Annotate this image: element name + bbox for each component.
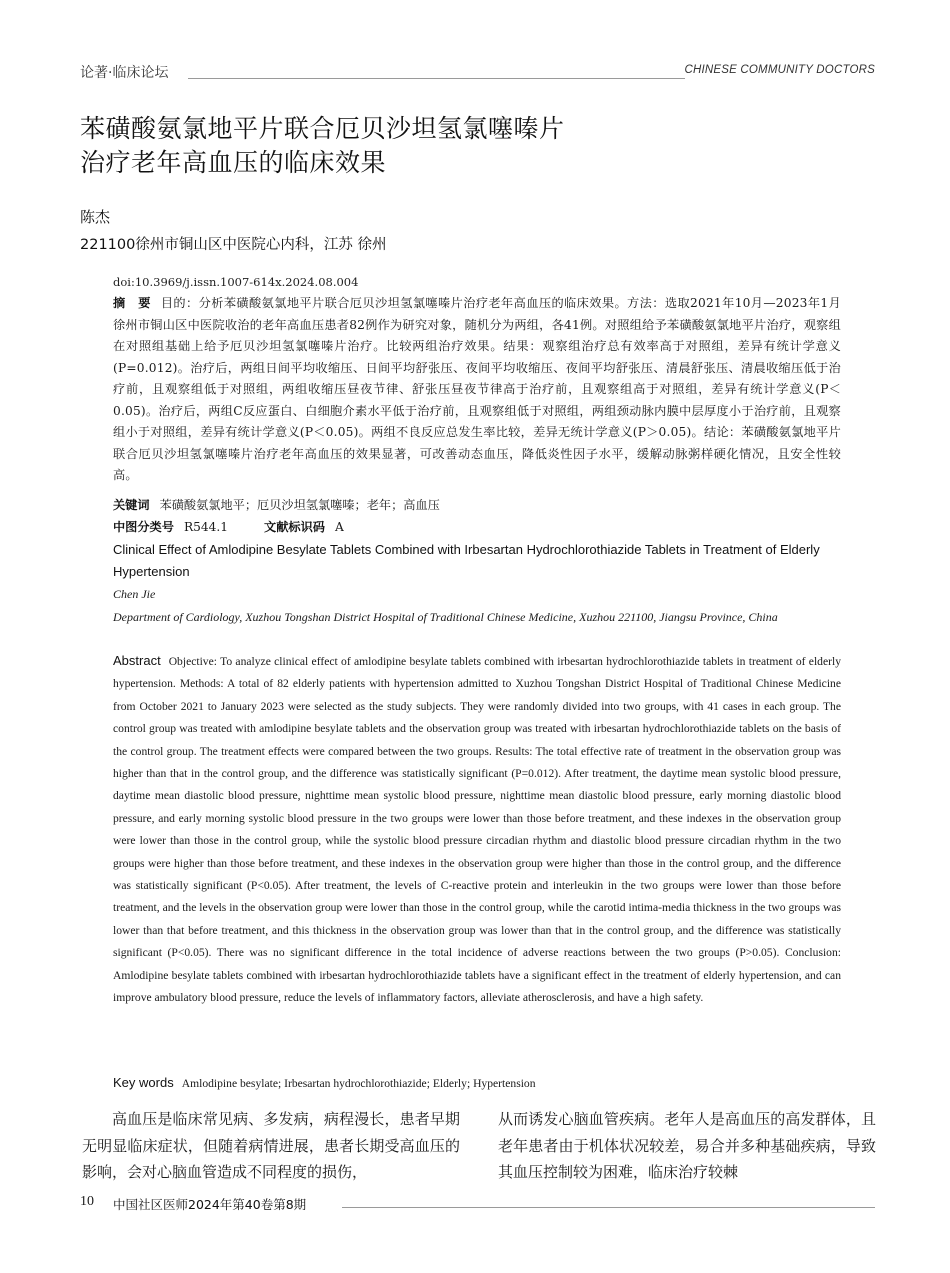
body-column-left: 高血压是临床常见病、多发病，病程漫长，患者早期无明显临床症状，但随着病情进展，患者长期受高血压的影响，会对心脑血管造成不同程度的损伤，: [82, 1110, 460, 1181]
english-keywords-label: Key words: [113, 1075, 174, 1090]
keywords-label: 关键词: [113, 498, 150, 512]
journal-issue: 中国社区医师2024年第40卷第8期: [113, 1197, 307, 1212]
doc-code-value: A: [334, 520, 344, 534]
journal-name-english: CHINESE COMMUNITY DOCTORS: [684, 64, 875, 76]
abstract-english: [113, 650, 841, 1010]
doc-code-label: 文献标识码: [264, 520, 325, 534]
abstract-label: 摘 要: [113, 296, 151, 310]
english-abstract-text: Objective: To analyze clinical effect of amlodipine besylate tablets combined with irbesartan hydrochlorothiazide tablets in treatment of elderly hypertension. Methods: A total of 82 elderly patients with hypertension admitted to Xuzhou Tongshan District Hospital of Traditional Chinese Medicine from October 2021 to January 2023 were selected as the study subjects. They were randomly divided into two groups, with 41 cases in each group. The control group was treated with amlodipine besylate tablets and the observation group was treated with irbesartan hydrochlorothiazide tablets on the basis of the control group. The treatment effects were compared between the two groups. Results: The total effective rate of treatment in the observation group was higher than that in the control group, and the difference was statistically significant (P=0.012). After treatment, the daytime mean systolic blood pressure, daytime mean diastolic blood pressure, nighttime mean systolic blood pressure, nighttime mean diastolic blood pressure, early morning diastolic blood pressure, and early morning systolic blood pressure in the two groups were lower than those before treatment, and these indexes in the observation group were lower than those in the control group, while the systolic blood pressure circadian rhythm and diastolic blood pressure circadian rhythm in the two groups were higher than those before treatment, and these indexes in the observation group were higher than those in the control group, and the difference was statistically significant (P<0.05). After treatment, the levels of C-reactive protein and interleukin in the two groups were lower than those before treatment, and the levels in the observation group were lower than those in the control group, while the carotid intima-media thickness in the two groups was lower than that before treatment, and this thickness in the observation group was lower than that in the control group, and the difference was statistically significant (P<0.05). There was no significant difference in the total incidence of adverse reactions between the two groups (P>0.05). Conclusion: Amlodipine besylate tablets combined with irbesartan hydrochlorothiazide tablets have a significant effect in the treatment of elderly hypertension, and can improve ambulatory blood pressure, reduce the levels of inflammatory factors, alleviate atherosclerosis, and have a high safety.: [113, 655, 841, 1005]
clc-value: R544.1: [183, 520, 229, 534]
section-label: 论著·临床论坛: [80, 65, 169, 81]
classification-line: [113, 517, 841, 537]
page-footer: [80, 1194, 875, 1216]
running-header: [80, 62, 875, 84]
footer-rule: [342, 1207, 875, 1208]
english-abstract-label: Abstract: [113, 653, 161, 668]
article-title: [80, 112, 870, 180]
clc-label: 中图分类号: [113, 520, 174, 534]
title-line-2: 治疗老年高血压的临床效果: [80, 148, 387, 177]
english-keywords-text: Amlodipine besylate; Irbesartan hydrochlorothiazide; Elderly; Hypertension: [181, 1077, 536, 1090]
author-affiliation: 221100徐州市铜山区中医院心内科，江苏 徐州: [80, 237, 387, 253]
abstract-chinese: [113, 293, 841, 487]
author-name: 陈杰: [80, 208, 111, 226]
body-column-right: 从而诱发心脑血管疾病。老年人是高血压的高发群体，且老年患者由于机体状况较差，易合并多种基础疾病，导致其血压控制较为困难，临床治疗较棘: [498, 1110, 876, 1181]
header-rule: [188, 78, 685, 79]
abstract-text: 目的：分析苯磺酸氨氯地平片联合厄贝沙坦氢氯噻嗪片治疗老年高血压的临床效果。方法：选取2021年10月—2023年1月徐州市铜山区中医院收治的老年高血压患者82例作为研究对象，随机分为两组，各41例。对照组给予苯磺酸氨氯地平片治疗，观察组在对照组基础上给予厄贝沙坦氢氯噻嗪片治疗。比较两组治疗效果。结果：观察组治疗总有效率高于对照组，差异有统计学意义(P=0.012)。治疗后，两组日间平均收缩压、日间平均舒张压、夜间平均收缩压、夜间平均舒张压、清晨舒张压、清晨收缩压低于治疗前，且观察组低于对照组，两组收缩压昼夜节律、舒张压昼夜节律高于治疗前，且观察组高于对照组，差异有统计学意义(P＜0.05)。治疗后，两组C反应蛋白、白细胞介素水平低于治疗前，且观察组低于对照组，两组颈动脉内膜中层厚度小于治疗前，且观察组小于对照组，差异有统计学意义(P＜0.05)。两组不良反应总发生率比较，差异无统计学意义(P＞0.05)。结论：苯磺酸氨氯地平片联合厄贝沙坦氢氯噻嗪片治疗老年高血压的效果显著，可改善动态血压，降低炎性因子水平，缓解动脉粥样硬化情况，且安全性较高。: [113, 296, 841, 482]
title-line-1: 苯磺酸氨氯地平片联合厄贝沙坦氢氯噻嗪片: [80, 114, 565, 143]
english-author: Chen Jie: [113, 587, 156, 601]
keywords-english: [113, 1073, 841, 1094]
page-number: 10: [80, 1194, 94, 1209]
english-department: Department of Cardiology, Xuzhou Tongshan District Hospital of Traditional Chinese Medicine, Xuzhou 221100, Jiangsu Province, China: [113, 610, 778, 624]
keywords-chinese: [113, 495, 841, 515]
english-title: Clinical Effect of Amlodipine Besylate Tablets Combined with Irbesartan Hydrochlorothiazide Tablets in Treatment of Elderly Hypertension: [113, 542, 820, 579]
keywords-text: 苯磺酸氨氯地平；厄贝沙坦氢氯噻嗪；老年；高血压: [159, 498, 440, 512]
doi: doi:10.3969/j.issn.1007-614x.2024.08.004: [113, 275, 359, 289]
